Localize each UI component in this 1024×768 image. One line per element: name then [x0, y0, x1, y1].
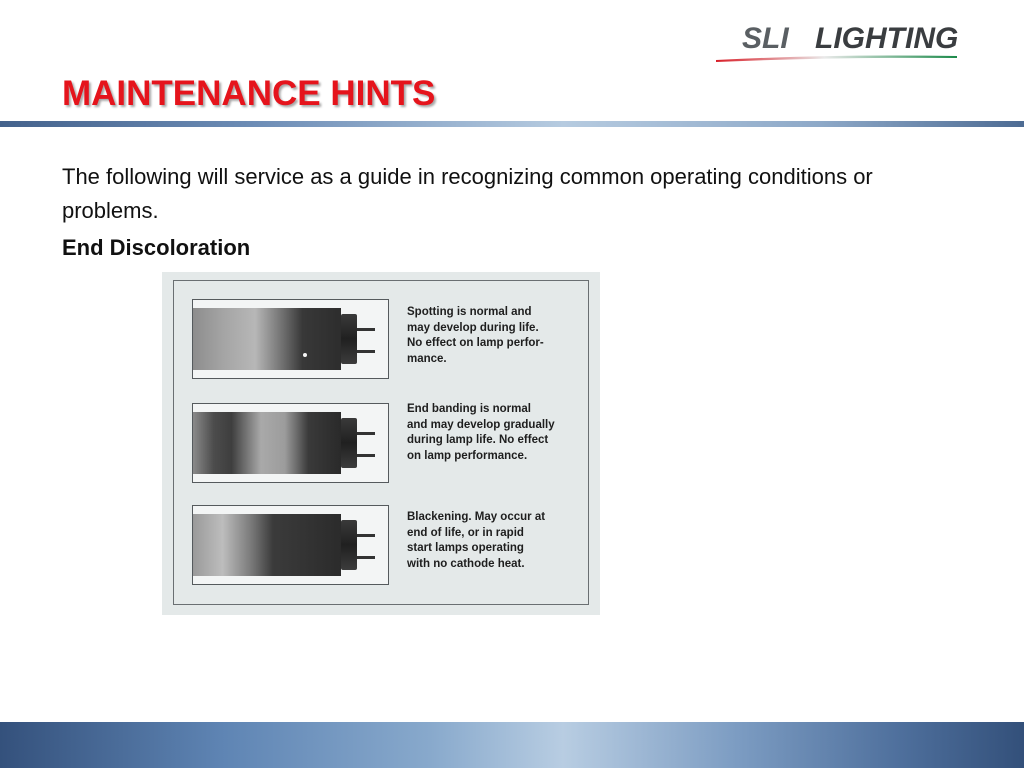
- lamp-spot-mark: [303, 353, 307, 357]
- lamp-illustration-blackening: [192, 505, 389, 585]
- lamp-end-cap: [341, 314, 357, 364]
- lamp-tube: [193, 514, 341, 576]
- spotting-description: Spotting is normal and may develop during life. No effect on lamp perfor- mance.: [407, 306, 544, 365]
- end-banding-description: End banding is normal and may develop gradually during lamp life. No effect on lamp performance.: [407, 403, 555, 462]
- intro-paragraph: The following will service as a guide in recognizing common operating conditions or problems.: [62, 164, 873, 223]
- footer-band: [0, 722, 1024, 768]
- lamp-pin: [357, 454, 375, 457]
- logo-lighting-text: LIGHTING: [815, 22, 959, 55]
- blackening-description: Blackening. May occur at end of life, or in rapid start lamps operating with no cathode heat.: [407, 511, 546, 570]
- lamp-pin: [357, 534, 375, 537]
- page-title: MAINTENANCE HINTS: [62, 74, 436, 113]
- lamp-end-cap: [341, 520, 357, 570]
- sli-lighting-logo: [712, 18, 1012, 66]
- lamp-illustration-spotting: [192, 299, 389, 379]
- lamp-pin: [357, 432, 375, 435]
- lamp-pin: [357, 556, 375, 559]
- lamp-pin: [357, 350, 375, 353]
- logo-swoosh: [716, 56, 957, 63]
- lamp-tube: [193, 308, 341, 370]
- end-discoloration-figure: [162, 272, 600, 615]
- lamp-tube: [193, 412, 341, 474]
- lamp-end-cap: [341, 418, 357, 468]
- header-divider: [0, 121, 1024, 127]
- section-heading: End Discoloration: [62, 235, 251, 260]
- lamp-illustration-end-banding: [192, 403, 389, 483]
- logo-sli-text: SLI: [742, 22, 789, 55]
- lamp-pin: [357, 328, 375, 331]
